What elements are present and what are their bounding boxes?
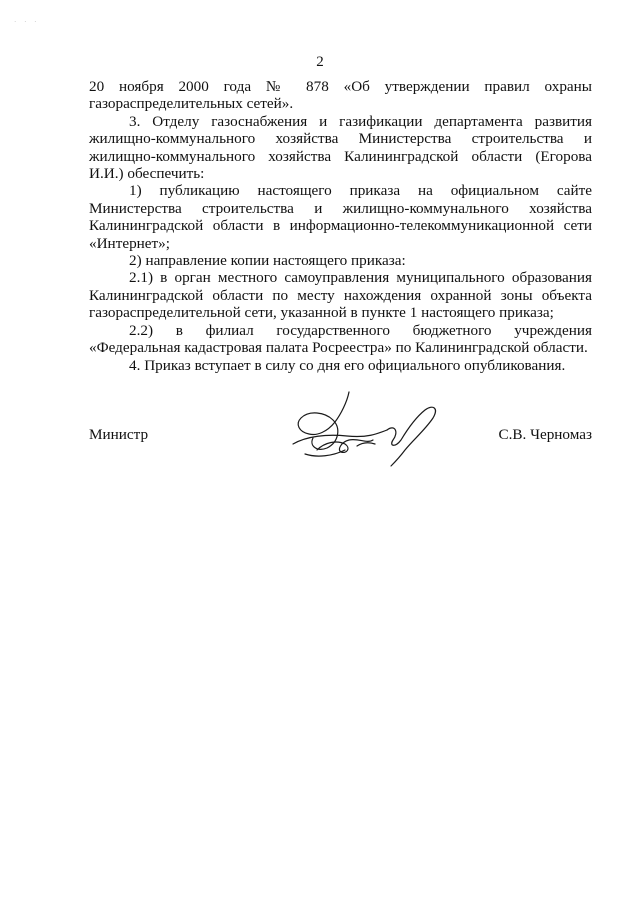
- paragraph-item-3: 3. Отделу газоснабжения и газификации департамента развития жилищно-коммунального хозяйства Министерства строительства и жилищно-коммунального хозяйства Калининградской области (Егорова И.И.) обеспечить:: [89, 112, 592, 183]
- paragraph-item-3-2-2: 2.2) в филиал государственного бюджетного учреждения «Федеральная кадастровая палата Росреестра» по Калининградской области.: [89, 321, 592, 357]
- paragraph-item-3-2: 2) направление копии настоящего приказа:: [129, 252, 406, 270]
- paragraph-item-3-1: 1) публикацию настоящего приказа на официальном сайте Министерства строительства и жилищно-коммунального хозяйства Калининградской области в информационно-телекоммуникационной сети «Интернет»;: [89, 182, 592, 252]
- paragraph-decree-reference-line1: 20 ноября 2000 года № 878 «Об утверждении правил охраны: [89, 78, 592, 95]
- signature-row: [89, 426, 592, 466]
- scan-corner-marks: · · ·: [14, 18, 40, 26]
- paragraph-item-3-2-1: 2.1) в орган местного самоуправления муниципального образования Калининградской области по месту нахождения охранной зоны объекта газораспределительной сети, указанной в пункте 1 настоящего приказа;: [89, 269, 592, 322]
- paragraph-item-4: 4. Приказ вступает в силу со дня его официального опубликования.: [129, 356, 566, 374]
- signer-name: С.В. Черномаз: [498, 426, 592, 443]
- document-body: [89, 78, 592, 374]
- signer-position: Министр: [89, 426, 149, 443]
- page-number: 2: [316, 54, 324, 70]
- paragraph-decree-reference-line2: газораспределительных сетей».: [89, 95, 294, 113]
